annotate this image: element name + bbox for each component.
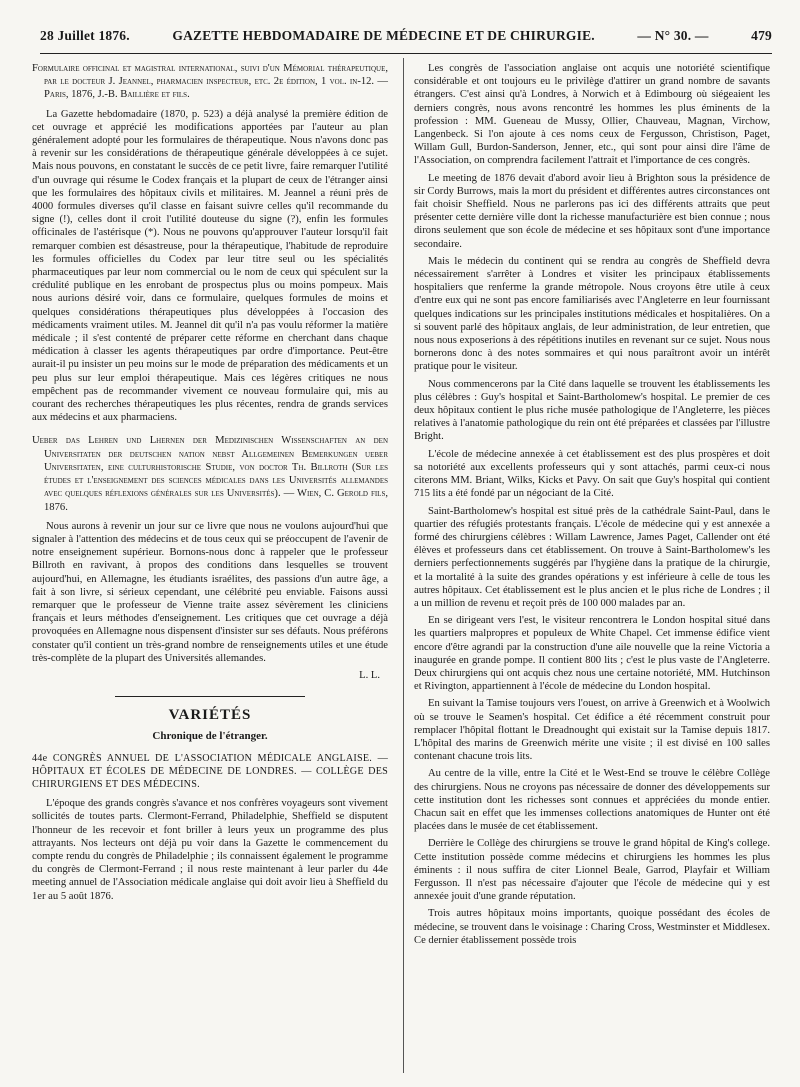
column-divider xyxy=(403,58,404,1073)
section-title: VARIÉTÉS xyxy=(168,707,252,724)
section-separator xyxy=(115,696,305,697)
header-date: 28 Juillet 1876. xyxy=(40,28,130,43)
right-paragraph-5: L'école de médecine annexée à cet établissement est des plus prospères et doit sa notoriété aux excellents professeurs qui y sont attachés, parmi ceux-ci nous citerons MM. Briant, Wilks, Kicks et Pavy. On sait que Guy's hospital qui contient 715 lits a été fondé par un négociant de la Cité. xyxy=(414,448,770,500)
right-paragraph-9: Au centre de la ville, entre la Cité et le West-End se trouve le célèbre Collège des chirurgiens. Nous ne croyons pas nécessaire de donner des développements sur cette institution dont les richesses sont connues et appréciées du monde entier. Chacun sait en effet que les immenses collections anatomiques de Hunter ont été placées dans le musée de cet établissement. xyxy=(414,768,770,833)
right-paragraph-8: En suivant la Tamise toujours vers l'ouest, on arrive à Greenwich et à Woolwich où se trouve le Seamen's hospital. Cet édifice a été récemment construit pour remplacer l'hôpital flottant le Dreadnought qui existait sur la Tamise depuis 1817. L'hôpital des marins de Greenwich mérite une visite ; il est divisé en 100 salles contenant chacune trois lits. xyxy=(414,698,770,763)
header-page-number: 479 xyxy=(751,28,772,43)
right-paragraph-2: Le meeting de 1876 devait d'abord avoir lieu à Brighton sous la présidence de sir Cordy Burrows, mais la mort du président et différentes autres circonstances ont fait choisir Sheffield. Nous ne parlerons pas ici des différents attraits que peut présenter cette dernière ville dont la richesse manufacturière est bien connue ; nous dirons seulement que son école de médecine et ses hôpitaux sont d'une importance secondaire. xyxy=(414,172,770,250)
right-paragraph-6: Saint-Bartholomew's hospital est situé près de la cathédrale Saint-Paul, dans le quartier des réfugiés protestants français. L'école de médecine qui y est annexée a formé des chirurgiens célèbres : Willam Lawrence, James Paget, Callender ont été élèves et professeurs dans cet établissement. On trouve à Saint-Bartholomew's les derniers perfectionnements suggérés par l'hygiène dans la pratique de la chirurgie, et la mortalité à la suite des grandes opérations y est inférieure à celle de tous les autres hôpitaux. Cet établissement est le plus ancien et le plus riche de Londres ; il a un million de revenu et reçoit près de 100 000 malades par an. xyxy=(414,505,770,609)
right-paragraph-10: Derrière le Collège des chirurgiens se trouve le grand hôpital de King's college. Cette institution possède comme médecins et chirurgiens les hommes les plus éminents : il nous suffira de citer Lionnel Beale, Garrod, Playfair et William Fergusson. Il n'est pas nécessaire d'ajouter que l'école de médecine qui y est annexée jouit d'une grande réputation. xyxy=(414,838,770,903)
review-1-body: La Gazette hebdomadaire (1870, p. 523) a déjà analysé la première édition de cet ouvrage et apprécié les modifications apportées par l'auteur au plan généralement adopté pour les formulaires de thérapeutique. Nous n'avons donc pas à revenir sur les considérations de thérapeutique générale développées à ce sujet. Mais nous pouvons, en constatant le succès de ce petit livre, faire remarquer l'utilité d'un ouvrage qui résume le Codex français et la plupart de ceux de l'étranger ainsi que les formulaires des hôpitaux civils et militaires. M. Jeannel a réuni près de 4000 formules diverses qu'il classe en faisant suivre celles qu'il recommande du signe (!), celles dont il croit l'utilité douteuse du signe (?), enfin les formules officinales de l'astérisque (*). Nous ne pouvons qu'approuver l'auteur lorsqu'il fait remarquer combien est désastreuse, pour la thérapeutique, l'habitude de reproduire les formules officielles du Codex par leur titre seul ou les spécialités pharmaceutiques par leur nom commercial ou le nom de ceux qui spéculent sur la crédulité publique en les enrobant de prospectus plus ou moins pompeux. Mais nous aurions désiré voir, dans ce formulaire, quelques formules de moins et quelques considérations thérapeutiques plus développées à l'occasion des médicaments vraiment utiles. M. Jeannel dit qu'il n'a pas voulu réformer la matière médicale ; il s'est contenté de préparer cette réforme en cherchant dans chaque médication à classer les agents thérapeutiques par ordre d'importance. Peut-être aurait-il pu insister un peu moins sur le mode de préparation des médicaments et un peu plus sur leur emploi thérapeutique. Mais ces légères critiques ne nous empêchent pas de recommander vivement ce nouveau formulaire qui, mis au courant des recherches thérapeutiques les plus récentes, rendra de grands services aux médecins et aux pharmaciens. xyxy=(32,108,388,424)
header-rule xyxy=(40,53,772,54)
page-header xyxy=(40,28,772,50)
review-2-body: Nous aurons à revenir un jour sur ce livre que nous ne voulons aujourd'hui que signaler à l'attention des médecins et de tous ceux qui se préoccupent de l'avenir de notre enseignement supérieur. Bornons-nous donc à rappeler que le professeur Billroth en ravivant, à propos des conditions dans lesquelles se trouvent aujourd'hui, en Allemagne, les étudiants israélites, des passions d'un autre âge, a fait à son livre, si sérieux cependant, une célébrité peu enviable. Faisons aussi remarquer que le professeur de Vienne traite assez sévèrement les cliniciens français et leurs méthodes d'enseignement. Les critiques que cet ouvrage a déjà provoquées en Allemagne nous dispensent d'insister sur ses défauts. Nous préférons constater qu'il contient un très-grand nombre de renseignements utiles et une étude très-complète de la plupart des Universités allemandes. xyxy=(32,520,388,664)
article-heading: 44e CONGRÈS ANNUEL DE L'ASSOCIATION MÉDICALE ANGLAISE. — HÔPITAUX ET ÉCOLES DE MÉDECINE DE LONDRES. — COLLÈGE DES CHIRURGIENS ET DES MÉDECINS. xyxy=(32,752,388,790)
review-1-heading: Formulaire officinal et magistral international, suivi d'un Mémorial thérapeutique, par le docteur J. Jeannel, pharmacien inspecteur, etc. 2e édition, 1 vol. in-12. — Paris, 1876, J.-B. Baillière et fils. xyxy=(32,63,388,101)
article-intro: L'époque des grands congrès s'avance et nos confrères voyageurs sont vivement sollicités de toutes parts. Clermont-Ferrand, Philadelphie, Sheffield se disputent l'honneur de les recevoir et font briller à leurs yeux un programme des plus attrayants. Nos lecteurs ont déjà pu voir dans la Gazette le commencement du compte rendu du congrès de Philadelphie ; ils connaissent également le programme du congrès de Clermont-Ferrand ; il nous reste maintenant à leur parler du 44e meeting annuel de l'Association médicale anglaise qui doit avoir lieu à Sheffield du 1er au 5 août 1876. xyxy=(32,798,388,902)
right-paragraph-11: Trois autres hôpitaux moins importants, quoique possédant des écoles de médecine, se trouvent dans le voisinage : Charing Cross, Westminster et Middlesex. Ce dernier établissement possède trois xyxy=(414,908,770,946)
right-paragraph-1: Les congrès de l'association anglaise ont acquis une notoriété scientifique considérable et ont toujours eu le privilège d'attirer un grand nombre de savants étrangers. C'est ainsi qu'à Londres, à Norwich et à Edimbourg où siégeaient les derniers congrès, nous avons rencontré les hommes les plus éminents de la profession : MM. Gueneau de Mussy, Ollier, Chauveau, Magnan, Virchow, Langenbeck. Si l'on ajoute à ces noms ceux de Fergusson, Christison, Paget, Willam Gull, Burdon-Sanderson, Jenner, etc., qui sont pour ainsi dire l'âme de l'Association, on comprendra facilement l'attrait et l'importance de ces congrès. xyxy=(414,63,770,167)
review-2-signature: L. L. xyxy=(359,669,380,681)
right-column xyxy=(414,62,770,1077)
left-column xyxy=(32,62,388,1072)
right-paragraph-3: Mais le médecin du continent qui se rendra au congrès de Sheffield devra nécessairement s'arrêter à Londres et visiter les principaux établissements hospitaliers que renferme la grande métropole. Nous croyons être utile à ceux d'entre eux qui ne sont pas encore familiarisés avec l'Angleterre en leur fournissant quelques indications sur les principales institutions médicales et hospitalières. On a si souvent parlé des hôpitaux anglais, de leur administration, de leur entretien, que nous nous exposerions à des répétitions inutiles en revenant sur ce sujet. Nous nous bornerons donc à des notes sommaires et qui nous paraîtront avoir un intérêt pratique pour le visiteur. xyxy=(414,255,770,373)
review-2-heading: Ueber das Lehren und Lhernen der Medizinischen Wissenschaften an den Universitaten der deutschen nation nebst Allgemeinen Bemerkungen ueber Universitaten, eine culturhistorische Studie, von doctor Th. Billroth (Sur les études et l'enseignement des sciences médicales dans les Universités allemandes avec quelques réflexions générales sur les Universités). — Wien, C. Gerold fils, 1876. xyxy=(32,435,388,513)
header-title: GAZETTE HEBDOMADAIRE DE MÉDECINE ET DE CHIRURGIE. xyxy=(172,28,595,43)
header-issue: — N° 30. — xyxy=(637,28,709,43)
right-paragraph-7: En se dirigeant vers l'est, le visiteur rencontrera le London hospital situé dans les quartiers malpropres et populeux de White Chapel. Cet immense édifice vient encore d'être agrandi par la construction d'une aile nouvelle que la reine Victoria a inaugurée en grande pompe. Il contient 800 lits ; c'est le plus vaste de l'Angleterre. Deux chirurgiens qui ont acquis chez nous une certaine notoriété, MM. Hutchinson et Rivington, appartiennent à l'école de médecine du London hospital. xyxy=(414,615,770,693)
right-paragraph-4: Nous commencerons par la Cité dans laquelle se trouvent les établissements les plus célèbres : Guy's hospital et Saint-Bartholomew's hospital. Le premier de ces deux hôpitaux contient le plus riche musée pathologique de l'Angleterre, les pièces relatives à l'anatomie pathologique du rein ont été préparées et classées par l'illustre Bright. xyxy=(414,378,770,443)
section-subtitle: Chronique de l'étranger. xyxy=(152,730,268,743)
